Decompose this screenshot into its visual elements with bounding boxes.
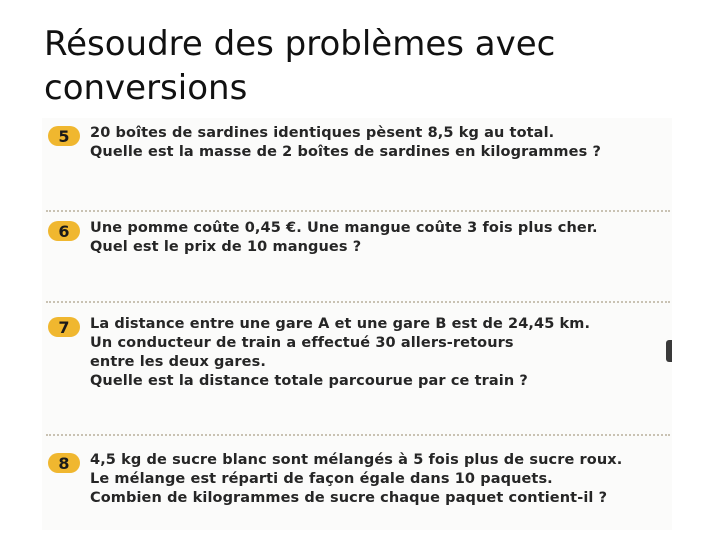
problem-line: Combien de kilogrammes de sucre chaque paquet contient-il ?: [90, 490, 608, 506]
scanned-exercise-sheet: [42, 118, 672, 530]
problem-number-badge: 7: [48, 317, 80, 337]
problem-number-badge: 6: [48, 221, 80, 241]
problem-line: Une pomme coûte 0,45 €. Une mangue coûte 3 fois plus cher.: [90, 220, 598, 236]
slide-title: Résoudre des problèmes avec conversions: [44, 24, 556, 108]
section-divider: [46, 301, 670, 303]
problem-text: [90, 315, 670, 391]
problem-line: 20 boîtes de sardines identiques pèsent 8,5 kg au total.: [90, 125, 555, 141]
problem-text: [90, 219, 670, 257]
problem-number-badge: 5: [48, 126, 80, 146]
problem-line: Quel est le prix de 10 mangues ?: [90, 239, 362, 255]
problem-line: Un conducteur de train a effectué 30 allers-retours: [90, 335, 514, 351]
problem-line: Quelle est la distance totale parcourue par ce train ?: [90, 373, 528, 389]
problem-line: Quelle est la masse de 2 boîtes de sardines en kilogrammes ?: [90, 144, 601, 160]
problem-line: Le mélange est réparti de façon égale dans 10 paquets.: [90, 471, 553, 487]
scan-edge-mark: [666, 340, 672, 362]
section-divider: [46, 210, 670, 212]
problem-text: [90, 124, 670, 162]
problem-text: [90, 451, 670, 508]
section-divider: [46, 434, 670, 436]
problem-number-badge: 8: [48, 453, 80, 473]
problem-line: entre les deux gares.: [90, 354, 266, 370]
problem-line: 4,5 kg de sucre blanc sont mélangés à 5 fois plus de sucre roux.: [90, 452, 623, 468]
problem-line: La distance entre une gare A et une gare B est de 24,45 km.: [90, 316, 591, 332]
